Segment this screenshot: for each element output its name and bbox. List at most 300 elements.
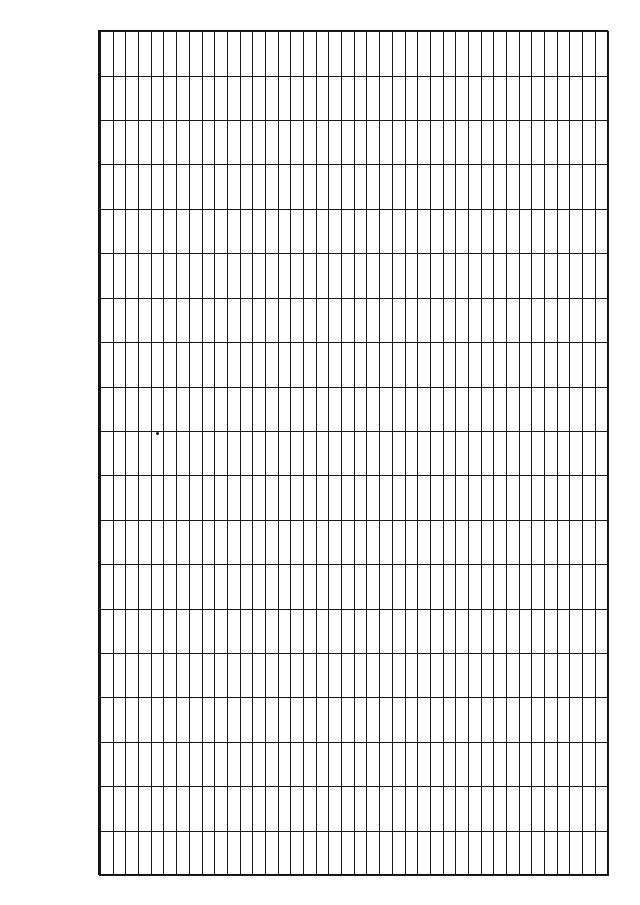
table-cell xyxy=(151,431,164,475)
table-cell xyxy=(595,343,608,387)
table-row xyxy=(380,32,393,876)
table-cell xyxy=(265,343,278,387)
table-cell xyxy=(456,431,469,475)
table-cell xyxy=(392,121,405,165)
table-cell xyxy=(468,121,481,165)
table-row xyxy=(583,32,596,876)
table-cell xyxy=(227,520,240,564)
table-cell xyxy=(316,565,329,609)
table-cell xyxy=(177,387,190,431)
table-cell xyxy=(342,520,355,564)
table-cell xyxy=(265,32,278,77)
table-cell xyxy=(342,209,355,253)
table-cell xyxy=(380,165,393,209)
table-cell xyxy=(342,609,355,653)
table-cell xyxy=(545,476,558,520)
table-cell xyxy=(316,32,329,77)
table-cell xyxy=(430,209,443,253)
table-cell xyxy=(468,698,481,742)
table-cell xyxy=(494,32,507,77)
table-cell xyxy=(545,787,558,831)
table-cell xyxy=(113,520,126,564)
table-cell xyxy=(101,431,114,475)
table-cell xyxy=(367,520,380,564)
table-cell xyxy=(532,76,545,120)
table-cell xyxy=(583,565,596,609)
table-cell xyxy=(595,609,608,653)
table-cell xyxy=(227,653,240,697)
table-cell xyxy=(532,254,545,298)
table-cell xyxy=(557,476,570,520)
table-cell xyxy=(342,831,355,875)
table-cell xyxy=(227,165,240,209)
table-cell xyxy=(532,209,545,253)
table-cell xyxy=(227,343,240,387)
table-cell xyxy=(418,476,431,520)
table-cell xyxy=(113,298,126,342)
table-cell xyxy=(532,831,545,875)
table-cell xyxy=(507,609,520,653)
table-cell xyxy=(367,32,380,77)
table-cell xyxy=(494,76,507,120)
table-cell xyxy=(177,476,190,520)
table-cell xyxy=(202,254,215,298)
table-cell xyxy=(177,254,190,298)
table-cell xyxy=(215,431,228,475)
table-cell xyxy=(113,32,126,77)
table-row xyxy=(545,32,558,876)
table-cell xyxy=(468,787,481,831)
table-cell xyxy=(481,431,494,475)
table-cell xyxy=(494,298,507,342)
table-cell xyxy=(519,209,532,253)
table-row xyxy=(329,32,342,876)
table-cell xyxy=(481,698,494,742)
table-cell xyxy=(519,121,532,165)
table-cell xyxy=(481,476,494,520)
table-cell xyxy=(101,653,114,697)
table-cell xyxy=(139,431,152,475)
table-row xyxy=(456,32,469,876)
table-cell xyxy=(278,343,291,387)
table-cell xyxy=(126,121,139,165)
table-cell xyxy=(316,387,329,431)
table-cell xyxy=(545,520,558,564)
table-cell xyxy=(278,831,291,875)
table-cell xyxy=(595,565,608,609)
table-cell xyxy=(430,565,443,609)
table-cell xyxy=(139,653,152,697)
table-cell xyxy=(329,254,342,298)
table-cell xyxy=(532,565,545,609)
table-cell xyxy=(494,121,507,165)
data-table xyxy=(99,31,609,876)
table-cell xyxy=(126,431,139,475)
table-cell xyxy=(583,742,596,786)
table-cell xyxy=(532,698,545,742)
table-cell xyxy=(570,387,583,431)
table-cell xyxy=(507,254,520,298)
table-cell xyxy=(240,32,253,77)
table-cell xyxy=(291,565,304,609)
table-cell xyxy=(354,76,367,120)
table-cell xyxy=(329,431,342,475)
table-cell xyxy=(291,165,304,209)
table-cell xyxy=(253,787,266,831)
table-cell xyxy=(354,343,367,387)
table-cell xyxy=(164,431,177,475)
table-cell xyxy=(354,698,367,742)
table-cell xyxy=(342,32,355,77)
table-cell xyxy=(354,742,367,786)
table-cell xyxy=(443,698,456,742)
table-cell xyxy=(189,209,202,253)
table-row xyxy=(418,32,431,876)
table-cell xyxy=(316,298,329,342)
table-cell xyxy=(405,698,418,742)
table-cell xyxy=(151,787,164,831)
table-cell xyxy=(405,653,418,697)
table-cell xyxy=(380,343,393,387)
table-cell xyxy=(405,831,418,875)
table-cell xyxy=(113,431,126,475)
table-cell xyxy=(595,520,608,564)
table-cell xyxy=(304,698,317,742)
table-cell xyxy=(304,787,317,831)
table-cell xyxy=(405,476,418,520)
table-cell xyxy=(507,76,520,120)
table-row xyxy=(151,32,164,876)
table-cell xyxy=(189,742,202,786)
table-cell xyxy=(367,165,380,209)
table-cell xyxy=(418,565,431,609)
table-cell xyxy=(101,165,114,209)
table-cell xyxy=(595,742,608,786)
table-cell xyxy=(545,653,558,697)
table-cell xyxy=(240,609,253,653)
table-cell xyxy=(151,831,164,875)
table-cell xyxy=(519,742,532,786)
table-cell xyxy=(468,76,481,120)
table-cell xyxy=(481,209,494,253)
table-cell xyxy=(494,698,507,742)
table-row xyxy=(468,32,481,876)
table-cell xyxy=(481,609,494,653)
table-cell xyxy=(570,787,583,831)
table-cell xyxy=(595,787,608,831)
table-cell xyxy=(278,565,291,609)
table-cell xyxy=(532,520,545,564)
table-cell xyxy=(418,653,431,697)
table-cell xyxy=(583,476,596,520)
table-cell xyxy=(227,609,240,653)
table-cell xyxy=(519,343,532,387)
table-cell xyxy=(316,165,329,209)
table-cell xyxy=(189,121,202,165)
table-cell xyxy=(202,209,215,253)
table-cell xyxy=(557,431,570,475)
table-cell xyxy=(481,520,494,564)
table-cell xyxy=(468,476,481,520)
table-cell xyxy=(418,343,431,387)
table-cell xyxy=(532,32,545,77)
table-cell xyxy=(418,121,431,165)
table-cell xyxy=(367,209,380,253)
table-cell xyxy=(253,698,266,742)
table-cell xyxy=(151,698,164,742)
table-cell xyxy=(139,520,152,564)
table-cell xyxy=(253,520,266,564)
table-cell xyxy=(418,32,431,77)
table-cell xyxy=(507,742,520,786)
table-cell xyxy=(139,165,152,209)
table-cell xyxy=(507,431,520,475)
table-cell xyxy=(291,343,304,387)
table-row xyxy=(405,32,418,876)
table-cell xyxy=(354,121,367,165)
table-cell xyxy=(430,609,443,653)
table-cell xyxy=(595,698,608,742)
table-cell xyxy=(595,209,608,253)
table-cell xyxy=(380,121,393,165)
table-cell xyxy=(316,121,329,165)
table-cell xyxy=(570,565,583,609)
table-cell xyxy=(456,387,469,431)
table-cell xyxy=(405,431,418,475)
table-cell xyxy=(354,209,367,253)
table-cell xyxy=(265,254,278,298)
table-cell xyxy=(468,520,481,564)
table-cell xyxy=(215,32,228,77)
table-cell xyxy=(570,209,583,253)
table-row xyxy=(342,32,355,876)
table-cell xyxy=(557,609,570,653)
table-cell xyxy=(265,431,278,475)
table-cell xyxy=(456,831,469,875)
table-cell xyxy=(113,254,126,298)
table-cell xyxy=(532,165,545,209)
table-cell xyxy=(494,742,507,786)
table-cell xyxy=(151,121,164,165)
table-cell xyxy=(139,343,152,387)
table-cell xyxy=(164,165,177,209)
table-cell xyxy=(329,121,342,165)
table-cell xyxy=(101,742,114,786)
table-cell xyxy=(342,431,355,475)
table-cell xyxy=(481,653,494,697)
table-cell xyxy=(570,831,583,875)
table-cell xyxy=(392,298,405,342)
table-cell xyxy=(532,343,545,387)
table-cell xyxy=(151,653,164,697)
table-cell xyxy=(583,209,596,253)
table-cell xyxy=(443,831,456,875)
table-cell xyxy=(164,831,177,875)
table-cell xyxy=(557,565,570,609)
table-cell xyxy=(367,476,380,520)
table-cell xyxy=(354,609,367,653)
table-cell xyxy=(316,254,329,298)
table-cell xyxy=(380,298,393,342)
table-cell xyxy=(240,698,253,742)
table-cell xyxy=(177,565,190,609)
rotated-table-container xyxy=(99,31,609,876)
table-cell xyxy=(456,476,469,520)
table-cell xyxy=(139,831,152,875)
table-cell xyxy=(456,742,469,786)
table-cell xyxy=(227,209,240,253)
table-cell xyxy=(215,653,228,697)
table-row xyxy=(253,32,266,876)
table-cell xyxy=(545,431,558,475)
table-cell xyxy=(177,698,190,742)
table-cell xyxy=(481,387,494,431)
table-cell xyxy=(354,387,367,431)
table-cell xyxy=(443,165,456,209)
table-cell xyxy=(380,431,393,475)
data-table-frame xyxy=(98,30,608,875)
table-cell xyxy=(113,476,126,520)
table-cell xyxy=(177,209,190,253)
table-cell xyxy=(316,209,329,253)
table-cell xyxy=(126,565,139,609)
table-cell xyxy=(392,698,405,742)
table-cell xyxy=(367,698,380,742)
table-cell xyxy=(354,476,367,520)
table-cell xyxy=(456,298,469,342)
table-cell xyxy=(215,609,228,653)
table-cell xyxy=(468,831,481,875)
table-cell xyxy=(139,787,152,831)
table-cell xyxy=(164,565,177,609)
table-cell xyxy=(481,298,494,342)
table-cell xyxy=(164,254,177,298)
table-cell xyxy=(418,431,431,475)
table-cell xyxy=(405,254,418,298)
table-cell xyxy=(392,476,405,520)
table-row xyxy=(101,32,114,876)
table-cell xyxy=(101,698,114,742)
table-cell xyxy=(430,298,443,342)
table-cell xyxy=(227,76,240,120)
table-cell xyxy=(278,609,291,653)
table-cell xyxy=(202,609,215,653)
table-cell xyxy=(329,520,342,564)
table-cell xyxy=(367,254,380,298)
table-cell xyxy=(507,165,520,209)
table-cell xyxy=(329,609,342,653)
table-cell xyxy=(443,76,456,120)
table-cell xyxy=(342,653,355,697)
table-cell xyxy=(278,476,291,520)
table-cell xyxy=(456,254,469,298)
table-cell xyxy=(456,209,469,253)
table-cell xyxy=(481,165,494,209)
table-cell xyxy=(164,742,177,786)
table-cell xyxy=(189,343,202,387)
table-cell xyxy=(316,787,329,831)
table-row xyxy=(240,32,253,876)
table-cell xyxy=(304,520,317,564)
table-cell xyxy=(291,476,304,520)
table-cell xyxy=(202,698,215,742)
table-cell xyxy=(278,520,291,564)
table-cell xyxy=(164,209,177,253)
table-cell xyxy=(113,742,126,786)
table-cell xyxy=(215,343,228,387)
table-cell xyxy=(532,742,545,786)
table-cell xyxy=(202,742,215,786)
table-cell xyxy=(215,831,228,875)
table-cell xyxy=(304,831,317,875)
table-cell xyxy=(126,209,139,253)
table-cell xyxy=(456,653,469,697)
table-cell xyxy=(468,609,481,653)
table-cell xyxy=(265,209,278,253)
table-cell xyxy=(202,298,215,342)
table-cell xyxy=(557,698,570,742)
table-cell xyxy=(507,298,520,342)
table-cell xyxy=(380,520,393,564)
table-cell xyxy=(418,698,431,742)
table-cell xyxy=(202,387,215,431)
table-cell xyxy=(456,121,469,165)
table-cell xyxy=(151,32,164,77)
table-cell xyxy=(101,476,114,520)
table-cell xyxy=(557,653,570,697)
table-cell xyxy=(316,653,329,697)
table-cell xyxy=(342,254,355,298)
table-cell xyxy=(265,742,278,786)
table-cell xyxy=(304,343,317,387)
table-cell xyxy=(189,831,202,875)
table-cell xyxy=(583,121,596,165)
table-cell xyxy=(583,609,596,653)
table-cell xyxy=(392,165,405,209)
table-cell xyxy=(507,565,520,609)
table-cell xyxy=(392,653,405,697)
table-cell xyxy=(570,254,583,298)
table-cell xyxy=(507,343,520,387)
table-cell xyxy=(468,387,481,431)
table-cell xyxy=(367,742,380,786)
table-cell xyxy=(342,343,355,387)
table-cell xyxy=(227,742,240,786)
table-cell xyxy=(405,121,418,165)
table-cell xyxy=(139,254,152,298)
table-cell xyxy=(304,298,317,342)
table-cell xyxy=(291,387,304,431)
table-cell xyxy=(545,387,558,431)
table-cell xyxy=(215,121,228,165)
table-row xyxy=(113,32,126,876)
table-cell xyxy=(443,254,456,298)
table-cell xyxy=(342,787,355,831)
table-cell xyxy=(595,298,608,342)
table-cell xyxy=(113,609,126,653)
table-cell xyxy=(392,787,405,831)
table-cell xyxy=(253,209,266,253)
table-cell xyxy=(126,298,139,342)
table-cell xyxy=(468,165,481,209)
table-cell xyxy=(354,520,367,564)
table-cell xyxy=(392,520,405,564)
table-cell xyxy=(139,742,152,786)
table-cell xyxy=(177,343,190,387)
table-cell xyxy=(494,565,507,609)
table-cell xyxy=(519,254,532,298)
table-cell xyxy=(265,565,278,609)
